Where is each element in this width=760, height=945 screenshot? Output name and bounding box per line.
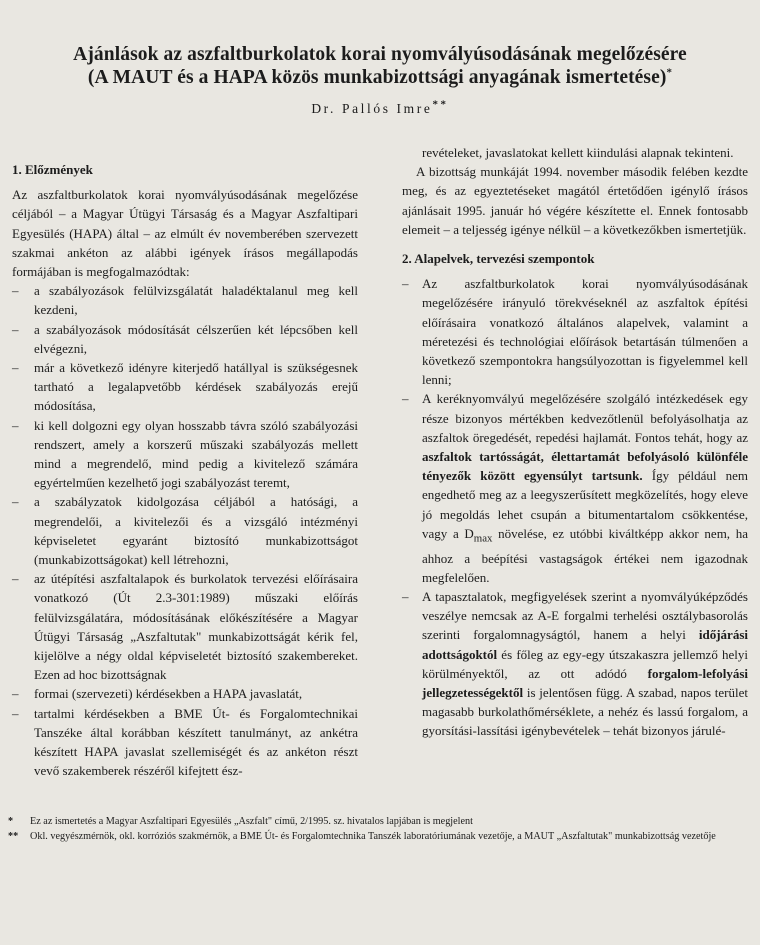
section-1-intro: Az aszfaltburkolatok korai nyomvályúsodásának megelőzése céljából – a Magyar Útügyi Társaság és a Magyar Aszfaltipari Egyesülés (HAPA) által – az elmúlt év novemberében szervezett szakmai ankéton az alábbi igények írásos megállapodás formájában is megfogalmazódtak: — [12, 187, 358, 280]
list-item: – A keréknyomvályú megelőzésére szolgáló intézkedések egy része bizonyos mértékben kedvezőtlenül befolyásolhatja az aszfaltok öregedését, repedési hajlamát. Fontos tehát, hogy az aszfaltok tartósságát, élettartamát befolyásoló különféle tényezők között egyensúlyt tartsunk. Így például nem engedhető meg az a leegyszerűsített megközelítés, hogy eleve jó megoldás lehet csupán a bitumentartalom csökkentése, vagy a $D_{max}$ növelése, ez utóbbi kiváltképp akkor nem, ha ahhoz a beépítési vastagságok értékei nem igazodnak megfelelően. — [402, 389, 748, 587]
list-item: – formai (szervezeti) kérdésekben a HAPA javaslatát, — [12, 684, 358, 703]
left-column — [12, 140, 358, 781]
footnote-text: Okl. vegyészmérnök, okl. korróziós szakmérnök, a BME Út- és Forgalomtechnika Tanszék laboratóriumának vezetője, a MAUT „Aszfaltutak" munkabizottság vezetője — [30, 830, 716, 842]
emphasis-text: forgalom-lefolyási jellegzetességektől — [422, 665, 748, 701]
emphasis-text: aszfaltok tartósságát, élettartamát befolyásoló különféle tényezők között egyensúlyt tartsunk. — [422, 449, 748, 484]
list-item: – ki kell dolgozni egy olyan hosszabb távra szóló szabályozási rendszert, amely a korszerű műszaki szabályozás mellett mind a megrendelő, mind pedig a kivitelező számára egyértelműen kezelhető jogi szabályozást teremt, — [12, 416, 358, 493]
footnote-text: Ez az ismertetés a Magyar Aszfaltipari Egyesülés „Aszfalt" című, 2/1995. sz. hivatalos lapjában is megjelent — [30, 816, 473, 827]
footnote-symbol: ** — [8, 830, 19, 842]
footnote — [8, 830, 756, 845]
list-item: – a szabályozások felülvizsgálatát haladéktalanul meg kell kezdeni, — [12, 281, 358, 319]
section-1-continuation: revételeket, javaslatokat kellett kiindulási alapnak tekinteni. — [422, 145, 734, 160]
author — [0, 98, 760, 117]
list-item: – a szabályozások módosítását célszerűen két lépcsőben kell elvégezni, — [12, 320, 358, 358]
author-footnote-mark: ** — [432, 98, 449, 111]
title-line-1: Ajánlások az aszfaltburkolatok korai nyomvályúsodásának megelőzésére — [73, 44, 687, 65]
list-item: – A tapasztalatok, megfigyelések szerint a nyomvályúképződés veszélye nemcsak az A-E forgalmi terhelési osztálybasorolás szerinti forgalomnagyságtól, hanem a helyi időjárási adottságoktól és főleg az egy-egy útszakaszra jellemző helyi körülményektől, az ott adódó forgalom-lefolyási jellegzetességektől is jelentősen függ. A szabad, napos terület magasabb burkolathőmérséklete, a nehéz és lassú forgalom, a gyorsítási-lassítási igénybevételek – tehát bizonyos járulé- — [402, 587, 748, 741]
section-2-list — [402, 274, 748, 740]
section-1-paragraph-2: A bizottság munkáját 1994. november második felében kezdte meg, és az egyeztetéseket magától értetődően igénylő írásos ajánlásait 1995. január hó végére készítette el. Ennek fontosabb elemeit – a teljesség igénye nélkül – a következőkben ismertetjük. — [402, 164, 748, 237]
title-footnote-mark: * — [666, 66, 673, 79]
title-line-2: (A MAUT és a HAPA közös munkabizottsági anyagának ismertetése)* — [87, 66, 673, 88]
footnote — [8, 815, 756, 830]
author-name: Dr. Pallós Imre — [311, 101, 433, 116]
right-column — [402, 143, 748, 741]
list-item: – a szabályzatok kidolgozása céljából a hatósági, a megrendelői, a kivitelezői és a vizsgáló intézményi képviseletet egyaránt biztosító munkabizottságot (munkabizottságokat) kell létrehozni, — [12, 492, 358, 569]
list-item: – már a következő idényre kiterjedő hatállyal is szükségesnek tartható a legalapvetőbb kérdések szabályozás erejű módosítása, — [12, 358, 358, 416]
section-1-list — [12, 281, 358, 780]
emphasis-text: időjárási adottságoktól — [422, 627, 748, 662]
footnote-symbol: * — [8, 816, 14, 827]
list-item: – tartalmi kérdésekben a BME Út- és Forgalomtechnikai Tanszéke által korábban készített tanulmányt, az ankétra készített HAPA javaslat szellemiségét és az ankéton részt vevő szakemberek részéről kifejtett ész- — [12, 704, 358, 781]
list-item: – az útépítési aszfaltalapok és burkolatok tervezési előírásaira vonatkozó (Út 2.3-301:1989) műszaki előírás felülvizsgálatára, módosításának előkészítésére a Magyar Útügyi Társaság „Aszfaltutak" munkabizottságát kérik fel, kijelölve a négy oldal képviseletét biztosító szakembereket. Ezen ad hoc bizottságnak — [12, 569, 358, 684]
section-2-heading: 2. Alapelvek, tervezési szempontok — [402, 251, 595, 267]
section-1-heading: 1. Előzmények — [12, 162, 93, 177]
list-item: – Az aszfaltburkolatok korai nyomvályúsodásának megelőzésére irányuló törekvéseknél az aszfaltok építési előírásaira vonatkozó általános alapelvek, valamint a méretezési és technológiai előírások betartásán túlmenően a következő szempontokra hangsúlyozottan is figyelemmel kell lenni; — [402, 274, 748, 389]
footnotes — [8, 815, 756, 844]
